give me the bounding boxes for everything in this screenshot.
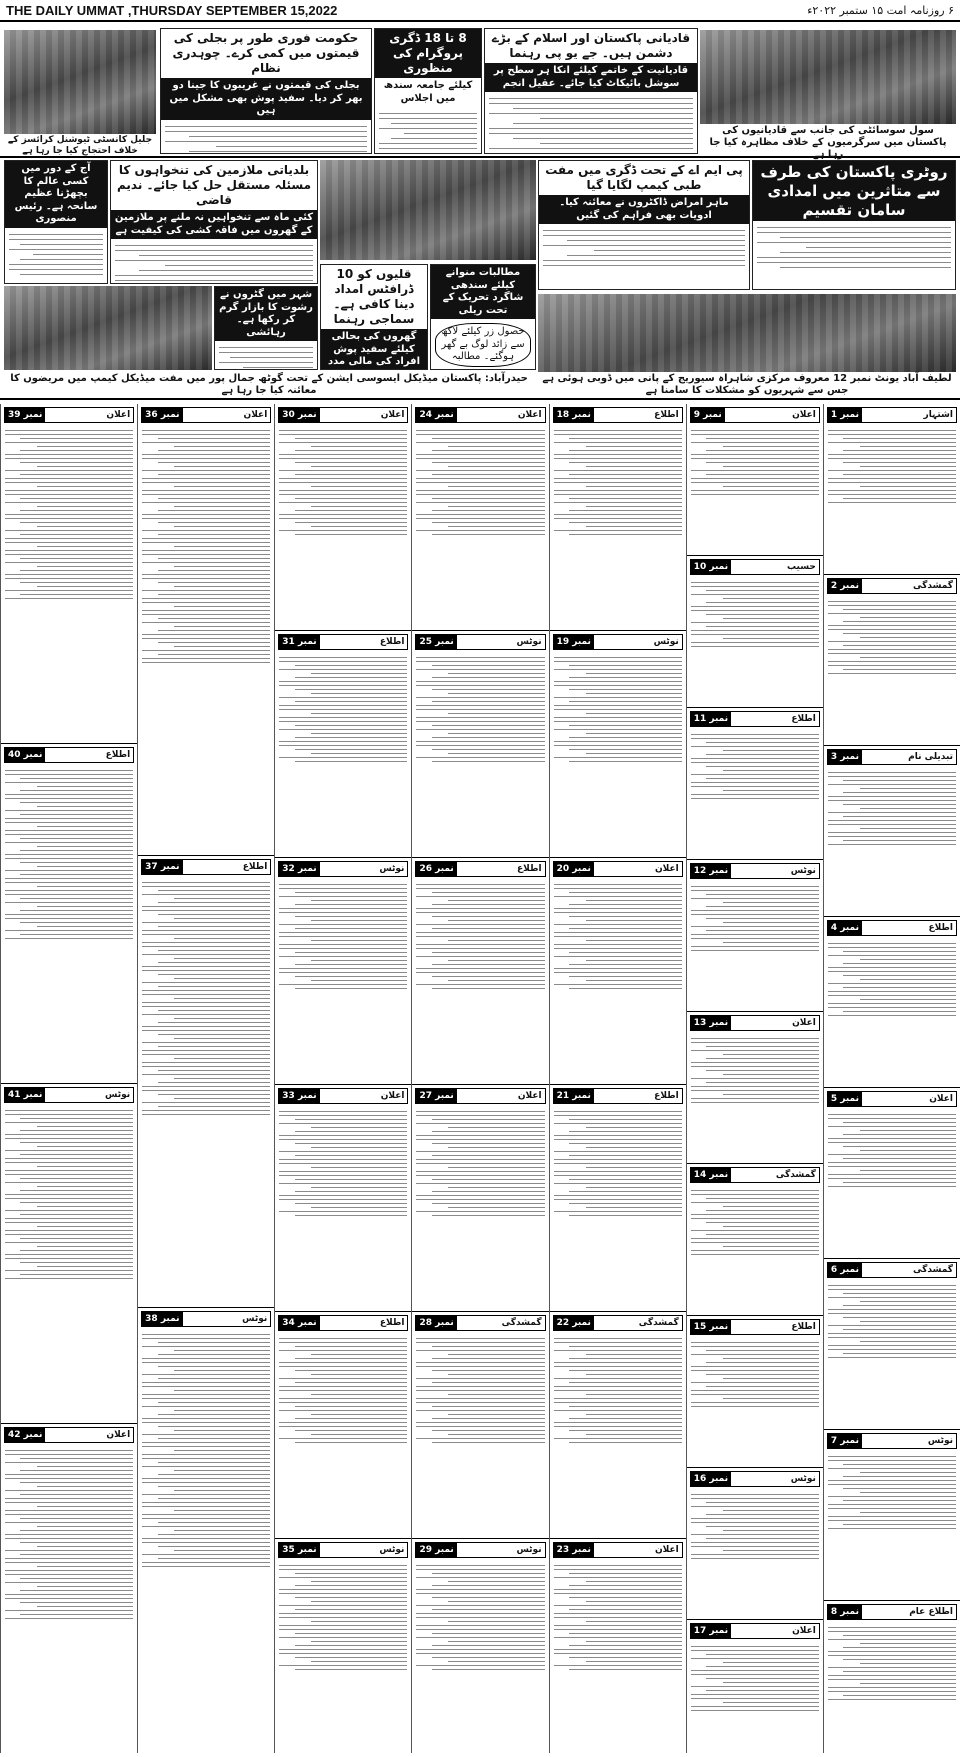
classified-ad-number: نمبر 13	[691, 1016, 731, 1030]
classified-ad	[1, 747, 137, 1084]
classified-ad-number: نمبر 3	[828, 750, 862, 764]
classified-ad-title: نوٹس	[653, 637, 679, 647]
classified-ad-title: اعلان	[380, 410, 405, 420]
classified-ad	[824, 407, 960, 575]
story-scholar-headline: آج کے دور میں کسی عالم کا بچھڑنا عظیم سانحہ ہے۔ رئیس منصوری	[5, 161, 107, 228]
classified-ad-number: نمبر 33	[279, 1089, 319, 1103]
story-quran-subhead: گھروں کی بحالی کیلئے سفید پوش افراد کی مالی مدد	[321, 329, 427, 370]
mid-stories-band	[0, 160, 960, 400]
story-medical-camp-subhead: ماہر امراض ڈاکٹروں نے معائنہ کیا۔ ادویات بھی فراہم کی گئیں	[539, 195, 749, 224]
story-electricity	[160, 28, 372, 154]
classified-ad-title: اطلاع	[791, 1322, 816, 1332]
classified-ad-title: نوٹس	[790, 1474, 816, 1484]
classified-ad	[824, 920, 960, 1088]
classified-ad-header	[690, 863, 820, 879]
classified-ad-header	[690, 711, 820, 727]
classified-ad	[275, 634, 411, 858]
classified-ad-title: گمشدگی	[501, 1318, 542, 1328]
classified-ad-header	[278, 1315, 408, 1331]
classified-ad-number: نمبر 26	[416, 862, 456, 876]
classified-ad	[275, 1088, 411, 1312]
classified-ad-number: نمبر 9	[691, 408, 725, 422]
classified-ad-number: نمبر 30	[279, 408, 319, 422]
protest-photo-caption: سول سوسائٹی کی جانب سے قادیانیوں کی پاکستان میں سرگرمیوں کے خلاف مظاہرہ کیا جا رہا ہے	[700, 124, 956, 154]
classified-ad-body	[1, 1445, 137, 1624]
classified-ad-title: اطلاع	[654, 1091, 679, 1101]
classified-ad-body	[824, 1451, 960, 1534]
classified-ad-header	[278, 407, 408, 423]
classified-ad-body	[687, 577, 823, 652]
classified-column	[549, 404, 686, 1753]
classified-ad	[550, 861, 686, 1085]
classified-ad	[412, 634, 548, 858]
story-flood-relief-body	[753, 221, 955, 274]
classified-ad-body	[687, 881, 823, 956]
classified-ad	[275, 1315, 411, 1539]
classified-ad	[1, 1427, 137, 1753]
story-bribery-body	[215, 341, 317, 370]
classified-ad	[550, 1088, 686, 1312]
classified-ad-number: نمبر 16	[691, 1472, 731, 1486]
classified-ad-number: نمبر 6	[828, 1263, 862, 1277]
classified-ad-header	[278, 1542, 408, 1558]
classified-ad-number: نمبر 1	[828, 408, 862, 422]
classified-ad-body	[687, 1489, 823, 1564]
story-scholar-body	[5, 228, 107, 281]
classified-ad-body	[687, 729, 823, 804]
classified-ad	[824, 1604, 960, 1753]
classified-ad-title: اعلان	[654, 864, 679, 874]
classified-ad-number: نمبر 37	[142, 860, 182, 874]
classified-ad	[275, 407, 411, 631]
classified-ad	[824, 578, 960, 746]
classified-ad	[1, 407, 137, 744]
story-degree-subhead: کیلئے جامعہ سندھ میں اجلاس	[383, 80, 473, 104]
classified-ad-number: نمبر 39	[5, 408, 45, 422]
classified-ad	[824, 1262, 960, 1430]
story-electricity-subhead: بجلی کی قیمتوں نے غریبوں کا جینا دو بھر کر دیا۔ سفید پوش بھی مشکل میں ہیں	[161, 78, 371, 120]
classified-ad-title: نوٹس	[379, 1545, 405, 1555]
classified-column	[823, 404, 960, 1753]
classified-ad	[824, 1433, 960, 1601]
classified-column	[137, 404, 274, 1753]
classified-ad-title: نوٹس	[927, 1436, 953, 1446]
classified-ad-header	[415, 1542, 545, 1558]
classified-ad-header	[553, 861, 683, 877]
classified-ad-header	[278, 861, 408, 877]
classified-ad-title: گمشدگی	[913, 1265, 953, 1275]
classified-ad-title: اطلاع	[791, 714, 816, 724]
classified-ad-body	[550, 425, 686, 540]
story-scholar	[4, 160, 108, 284]
classified-ad-title: تبدیلی نام	[908, 752, 953, 762]
story-salaries-subhead: کئی ماہ سے تنخواہیں نہ ملنے پر ملازمین کے گھروں میں فاقہ کشی کی کیفیت ہے	[111, 210, 317, 239]
classified-column	[274, 404, 411, 1753]
masthead-title: THE DAILY UMMAT ,THURSDAY SEPTEMBER 15,2022	[6, 2, 338, 18]
classified-ad-body	[824, 1622, 960, 1705]
classified-ad-body	[687, 1337, 823, 1412]
classified-ad-title: اطلاع	[517, 864, 542, 874]
classified-ad-number: نمبر 2	[828, 579, 862, 593]
story-degree-headline: 8 تا 18 ڈگری پروگرام کی منظوری	[375, 29, 481, 78]
classified-ad-header	[690, 1319, 820, 1335]
classified-ad-title: گمشدگی	[913, 581, 953, 591]
classified-ad-title: اعلان	[517, 410, 542, 420]
classified-ad-title: اعلان	[929, 1094, 953, 1104]
classified-ad-title: اعلان	[243, 410, 268, 420]
story-student-rally-quote: حصول زر کیلئے لاکھ سے زائد لوگ بے گھر ہوگئے۔ مطالبہ	[435, 323, 531, 367]
story-medical-camp	[538, 160, 750, 290]
story-degree-body	[375, 107, 481, 154]
classified-ad	[412, 1088, 548, 1312]
classified-ad-title: اعلان	[654, 1545, 679, 1555]
story-student-rally	[430, 264, 536, 370]
classified-ad-body	[275, 1560, 411, 1675]
classified-ad-title: نوٹس	[105, 1090, 131, 1100]
classified-ad-body	[824, 425, 960, 508]
classified-ad	[275, 861, 411, 1085]
classified-ad-body	[275, 1333, 411, 1448]
classified-ad-header	[4, 1427, 134, 1443]
story-qadiani	[484, 28, 698, 154]
story-student-rally-headline: مطالبات منوانے کیلئے سندھی شاگرد تحریک کے تحت ریلی	[431, 265, 535, 319]
classified-ad-number: نمبر 19	[554, 635, 594, 649]
classified-ad-body	[412, 425, 548, 540]
classified-ad-title: نوٹس	[516, 637, 542, 647]
classified-ad	[550, 634, 686, 858]
classified-ad-body	[550, 879, 686, 994]
classified-column	[686, 404, 823, 1753]
classified-ad-body	[687, 425, 823, 500]
classified-ad-title: اعلان	[517, 1091, 542, 1101]
classified-ad-body	[1, 765, 137, 944]
classified-ad-number: نمبر 35	[279, 1543, 319, 1557]
classified-ad-header	[4, 1087, 134, 1103]
classified-ad-header	[690, 559, 820, 575]
classified-ad-title: اطلاع عام	[909, 1607, 953, 1617]
classified-ad-number: نمبر 24	[416, 408, 456, 422]
classified-ad-number: نمبر 38	[142, 1312, 182, 1326]
classified-ad-header	[690, 1167, 820, 1183]
story-salaries	[110, 160, 318, 284]
classified-ad-body	[275, 652, 411, 767]
story-electricity-body	[161, 120, 371, 155]
classified-ad-body	[550, 652, 686, 767]
medical-camp-photo	[4, 286, 212, 370]
classified-ad-body	[1, 1105, 137, 1284]
medical-camp-caption: حیدرآباد: پاکستان میڈیکل ایسوسی ایشن کے تحت گوٹھ جمال پور میں مفت میڈیکل کیمپ میں مریضوں کا معائنہ کیا جا رہا ہے	[4, 372, 534, 398]
classified-ad	[687, 1015, 823, 1164]
classified-ad-body	[824, 767, 960, 850]
story-degree	[374, 28, 482, 154]
classified-ad-header	[415, 1088, 545, 1104]
classified-ad-title: اعلان	[792, 1626, 816, 1636]
classified-ad-number: نمبر 5	[828, 1092, 862, 1106]
classified-ad-body	[687, 1641, 823, 1716]
classified-ad-title: اطلاع	[928, 923, 953, 933]
officials-photo-caption: جلیل کانسٹی ٹیوشنل کرائسز کے خلاف احتجاج کیا جا رہا ہے	[4, 134, 156, 154]
story-qadiani-subhead: قادیانیت کے خاتمے کیلئے انکا ہر سطح پر سوشل بائیکاٹ کیا جائے۔ عقیل انجم	[485, 63, 697, 92]
classified-ad-title: نوٹس	[516, 1545, 542, 1555]
masthead	[0, 0, 960, 22]
classified-ad-body	[687, 1033, 823, 1108]
flooded-road-caption: لطیف آباد یونٹ نمبر 12 معروف مرکزی شاہراہ سیوریج کے پانی میں ڈوبی ہوئی ہے جس سے شہریوں کو مشکلات کا سامنا ہے	[538, 372, 956, 398]
story-electricity-headline: حکومت فوری طور پر بجلی کی قیمتوں میں کمی کرے۔ چوہدری نظام	[172, 31, 360, 75]
classified-ad	[550, 1542, 686, 1753]
classified-ad-body	[138, 877, 274, 1120]
classified-ad-number: نمبر 32	[279, 862, 319, 876]
classified-ad-number: نمبر 22	[554, 1316, 594, 1330]
classified-ad-body	[275, 879, 411, 994]
classified-ad-header	[690, 407, 820, 423]
classified-ad-title: اعلان	[792, 410, 816, 420]
classified-ad-header	[278, 634, 408, 650]
classified-ad-number: نمبر 25	[416, 635, 456, 649]
classified-ad-number: نمبر 40	[5, 748, 45, 762]
classified-ad-header	[415, 634, 545, 650]
classified-ad-body	[412, 879, 548, 994]
classified-ad-body	[550, 1106, 686, 1221]
classified-ad-title: اطلاع	[654, 410, 679, 420]
classified-ad-number: نمبر 36	[142, 408, 182, 422]
flooded-road-photo	[538, 294, 956, 372]
officials-photo	[4, 30, 156, 134]
story-flood-relief-headline: روٹری پاکستان کی طرف سے متاثرین میں امدادی سامان تقسیم	[753, 161, 955, 221]
masthead-urdu-date: ۶ روزنامہ امت ۱۵ ستمبر ۲۰۲۲ء	[807, 3, 954, 17]
classified-ad-header	[827, 920, 957, 936]
classified-ad	[687, 863, 823, 1012]
classified-ad	[687, 407, 823, 556]
classified-ad-header	[690, 1623, 820, 1639]
classified-ad-header	[415, 861, 545, 877]
classified-ad-title: اعلان	[106, 1430, 131, 1440]
classified-ad	[550, 1315, 686, 1539]
classified-ad	[412, 1315, 548, 1539]
classified-ad-body	[138, 425, 274, 668]
classified-ad-header	[415, 1315, 545, 1331]
classified-ad-number: نمبر 10	[691, 560, 731, 574]
classified-ad-header	[4, 747, 134, 763]
classified-ad-number: نمبر 18	[554, 408, 594, 422]
classified-ad	[824, 749, 960, 917]
story-quran-headline: قلیوں کو 10 ڈرافٹس امداد دینا کافی ہے۔ سماجی رہنما	[333, 267, 415, 326]
classified-ad	[687, 711, 823, 860]
classified-ads-section	[0, 404, 960, 1753]
classified-ad-body	[824, 596, 960, 679]
top-stories-band	[0, 26, 960, 158]
story-quran	[320, 264, 428, 370]
classified-column	[0, 404, 137, 1753]
classified-ad-title: اطلاع	[242, 862, 268, 872]
classified-ad-body	[412, 1560, 548, 1675]
classified-ad	[687, 1319, 823, 1468]
classified-ad-title: اطلاع	[105, 750, 131, 760]
classified-ad	[412, 1542, 548, 1753]
classified-ad	[138, 1311, 274, 1753]
classified-ad	[687, 559, 823, 708]
protest-photo	[700, 30, 956, 124]
classified-ad-number: نمبر 21	[554, 1089, 594, 1103]
classified-ad-body	[412, 1333, 548, 1448]
classified-ad-number: نمبر 8	[828, 1605, 862, 1619]
story-qadiani-headline: قادیانی پاکستان اور اسلام کے بڑے دشمن ہیں۔ جے یو پی رہنما	[491, 31, 691, 60]
classified-ad-header	[415, 407, 545, 423]
classified-ad-title: نوٹس	[790, 866, 816, 876]
classified-ad-number: نمبر 15	[691, 1320, 731, 1334]
classified-ad-title: اعلان	[792, 1018, 816, 1028]
classified-ad-title: حسیب	[787, 562, 816, 572]
classified-ad-number: نمبر 20	[554, 862, 594, 876]
classified-ad-body	[275, 1106, 411, 1221]
classified-ad-title: اطلاع	[379, 637, 405, 647]
classified-ad	[550, 407, 686, 631]
story-salaries-headline: بلدیاتی ملازمین کی تنخواہوں کا مسئلہ مستقل حل کیا جائے۔ ندیم قاضی	[116, 163, 312, 207]
classified-ad-header	[141, 859, 271, 875]
classified-ad-body	[824, 1109, 960, 1192]
classified-ad	[412, 407, 548, 631]
classified-ad-header	[553, 407, 683, 423]
classified-ad-number: نمبر 7	[828, 1434, 862, 1448]
classified-ad-number: نمبر 28	[416, 1316, 456, 1330]
classified-ad-body	[824, 1280, 960, 1363]
classified-ad-number: نمبر 23	[554, 1543, 594, 1557]
classified-ad-body	[275, 425, 411, 540]
classified-ad-number: نمبر 12	[691, 864, 731, 878]
classified-ad-number: نمبر 29	[416, 1543, 456, 1557]
classified-ad-body	[412, 652, 548, 767]
gathering-photo	[320, 160, 536, 260]
classified-ad	[138, 407, 274, 856]
classified-ad-header	[553, 1542, 683, 1558]
classified-ad-number: نمبر 31	[279, 635, 319, 649]
story-qadiani-body	[485, 92, 697, 154]
classified-ad	[138, 859, 274, 1308]
classified-ad-body	[412, 1106, 548, 1221]
classified-ad-title: نوٹس	[379, 864, 405, 874]
classified-ad	[687, 1623, 823, 1753]
classified-ad-title: اشتہار	[923, 410, 953, 420]
classified-ad-header	[278, 1088, 408, 1104]
classified-ad	[1, 1087, 137, 1424]
story-flood-relief	[752, 160, 956, 290]
classified-ad-header	[141, 1311, 271, 1327]
classified-column	[411, 404, 548, 1753]
classified-ad-header	[4, 407, 134, 423]
classified-ad-number: نمبر 11	[691, 712, 731, 726]
story-medical-camp-headline: پی ایم اے کے تحت ڈگری میں مفت طبی کیمپ لگایا گیا	[545, 163, 743, 192]
classified-ad	[687, 1167, 823, 1316]
classified-ad-number: نمبر 27	[416, 1089, 456, 1103]
classified-ad-header	[827, 407, 957, 423]
classified-ad-header	[827, 578, 957, 594]
classified-ad-body	[687, 1185, 823, 1260]
classified-ad-header	[690, 1015, 820, 1031]
classified-ad-header	[827, 1262, 957, 1278]
classified-ad-header	[827, 1433, 957, 1449]
classified-ad-number: نمبر 42	[5, 1428, 45, 1442]
story-medical-camp-body	[539, 224, 749, 272]
classified-ad-number: نمبر 34	[279, 1316, 319, 1330]
story-bribery	[214, 286, 318, 370]
classified-ad-header	[553, 634, 683, 650]
classified-ad-title: گمشدگی	[775, 1170, 816, 1180]
classified-ad-number: نمبر 41	[5, 1088, 45, 1102]
classified-ad-body	[138, 1329, 274, 1572]
classified-ad-header	[827, 1091, 957, 1107]
classified-ad-header	[827, 1604, 957, 1620]
classified-ad-title: اعلان	[380, 1091, 405, 1101]
classified-ad-body	[550, 1333, 686, 1448]
story-salaries-body	[111, 239, 317, 284]
classified-ad-title: اعلان	[106, 410, 131, 420]
classified-ad-title: اطلاع	[379, 1318, 405, 1328]
classified-ad-header	[553, 1088, 683, 1104]
classified-ad-title: نوٹس	[242, 1314, 268, 1324]
classified-ad-header	[827, 749, 957, 765]
classified-ad	[412, 861, 548, 1085]
classified-ad-header	[141, 407, 271, 423]
classified-ad	[275, 1542, 411, 1753]
classified-ad-number: نمبر 4	[828, 921, 862, 935]
classified-ad	[824, 1091, 960, 1259]
classified-ad-number: نمبر 14	[691, 1168, 731, 1182]
classified-ad-header	[553, 1315, 683, 1331]
classified-ad-body	[1, 425, 137, 604]
classified-ad-body	[824, 938, 960, 1021]
classified-ad	[687, 1471, 823, 1620]
classified-ad-header	[690, 1471, 820, 1487]
classified-ad-number: نمبر 17	[691, 1624, 731, 1638]
story-bribery-headline: شہر میں گٹروں نے رشوت کا بازار گرم کر رکھا ہے۔ رہائشی	[215, 287, 317, 341]
classified-ad-body	[550, 1560, 686, 1675]
classified-ad-title: گمشدگی	[638, 1318, 679, 1328]
